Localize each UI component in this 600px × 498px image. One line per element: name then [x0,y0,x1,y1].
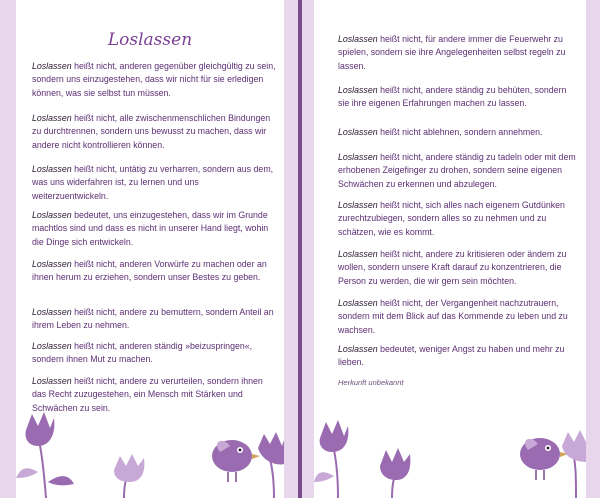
paragraph [338,297,576,337]
paragraph-keyword: Loslassen [32,113,72,123]
paragraph-text: heißt nicht, andere ständig zu behüten, sondern sie ihre eigenen Erfahrungen machen zu lassen. [338,85,567,109]
paragraph-text: heißt nicht, sich alles nach eigenem Gutdünken zurechtzubiegen, sondern alles so zu nehmen und zu schätzen, wie es kommt. [338,200,565,237]
book-spine [298,0,302,498]
bird-icon [212,440,260,482]
paragraph [338,199,576,239]
paragraph-keyword: Loslassen [338,344,378,354]
paragraph-keyword: Loslassen [32,210,72,220]
paragraph-text: heißt nicht, andere zu kritisieren oder ändern zu wollen, sondern unsere Kraft darauf zu konzentrieren, die Person zu werden, die wir gern sein möchten. [338,249,567,286]
paragraph-text: heißt nicht, anderen Vorwürfe zu machen oder an ihnen herum zu erziehen, sondern unser Bestes zu geben. [32,259,267,283]
paragraph-text: bedeutet, uns einzugestehen, dass wir im Grunde machtlos sind und dass es nicht in unserer Hand liegt, wohin die Dinge sich entwickeln. [32,210,269,247]
floral-decoration [314,412,586,498]
paragraph-keyword: Loslassen [32,61,72,71]
paragraph [338,33,576,73]
paragraph [32,209,276,249]
paragraph [338,151,576,191]
paragraph [32,60,276,100]
paragraph-keyword: Loslassen [338,298,378,308]
left-page [16,0,284,498]
paragraph [338,126,576,139]
paragraph [338,84,576,111]
paragraph [32,306,276,333]
paragraph [32,375,276,415]
paragraph-text: heißt nicht, anderen ständig »beizuspringen«, sondern ihnen Mut zu machen. [32,341,253,365]
tulip-flower-icon [258,432,284,498]
paragraph-text: heißt nicht, für andere immer die Feuerwehr zu spielen, sondern sie ihre Angelegenheiten selbst regeln zu lassen. [338,34,566,71]
paragraph-text: heißt nicht, untätig zu verharren, sondern aus dem, was uns widerfahren ist, zu lernen und uns weiterzuentwickeln. [32,164,274,201]
paragraph-text: heißt nicht, alle zwischenmenschlichen Bindungen zu durchtrennen, sondern uns bewusst zu machen, dass wir andere nicht kontrollieren können. [32,113,271,150]
paragraph [32,112,276,152]
paragraph [32,258,276,285]
source-attribution: Herkunft unbekannt [338,378,404,387]
paragraph-keyword: Loslassen [32,376,72,386]
paragraph-text: heißt nicht, anderen gegenüber gleichgültig zu sein, sondern uns einzugestehen, dass wir nicht für sie erledigen können, was sie selbst tun müssen. [32,61,276,98]
paragraph [32,340,276,367]
page-title: Loslassen [107,30,193,50]
paragraph-keyword: Loslassen [338,152,378,162]
paragraph-text: bedeutet, weniger Angst zu haben und mehr zu lieben. [338,344,565,368]
right-page [314,0,586,498]
paragraph [32,163,276,203]
bird-icon [520,438,568,480]
paragraph-keyword: Loslassen [338,127,378,137]
paragraph-text: heißt nicht, andere zu verurteilen, sondern ihnen das Recht zuzugestehen, ein Mensch mit Stärken und Schwächen zu sein. [32,376,263,413]
paragraph-keyword: Loslassen [338,249,378,259]
paragraph-text: heißt nicht, andere ständig zu tadeln oder mit dem erhobenen Zeigefinger zu drohen, sondern seine eigenen Schwächen zu erkennen und abzulegen. [338,152,576,189]
paragraph-keyword: Loslassen [32,307,72,317]
floral-decoration [16,412,284,498]
paragraph-keyword: Loslassen [338,200,378,210]
paragraph-keyword: Loslassen [338,34,378,44]
paragraph-text: heißt nicht, der Vergangenheit nachzutrauern, sondern mit dem Blick auf das Kommende zu leben und zu wachsen. [338,298,568,335]
tulip-flower-icon [114,454,144,498]
paragraph-keyword: Loslassen [32,259,72,269]
tulip-flower-icon [562,430,586,498]
paragraph [338,343,576,370]
tulip-flower-icon [16,412,74,498]
tulip-flower-icon [380,448,410,498]
paragraph-text: heißt nicht ablehnen, sondern annehmen. [377,127,543,137]
paragraph-keyword: Loslassen [32,164,72,174]
paragraph-text: heißt nicht, andere zu bemuttern, sondern Anteil an ihrem Leben zu nehmen. [32,307,274,331]
paragraph-keyword: Loslassen [32,341,72,351]
tulip-flower-icon [314,420,348,498]
paragraph-keyword: Loslassen [338,85,378,95]
paragraph [338,248,576,288]
